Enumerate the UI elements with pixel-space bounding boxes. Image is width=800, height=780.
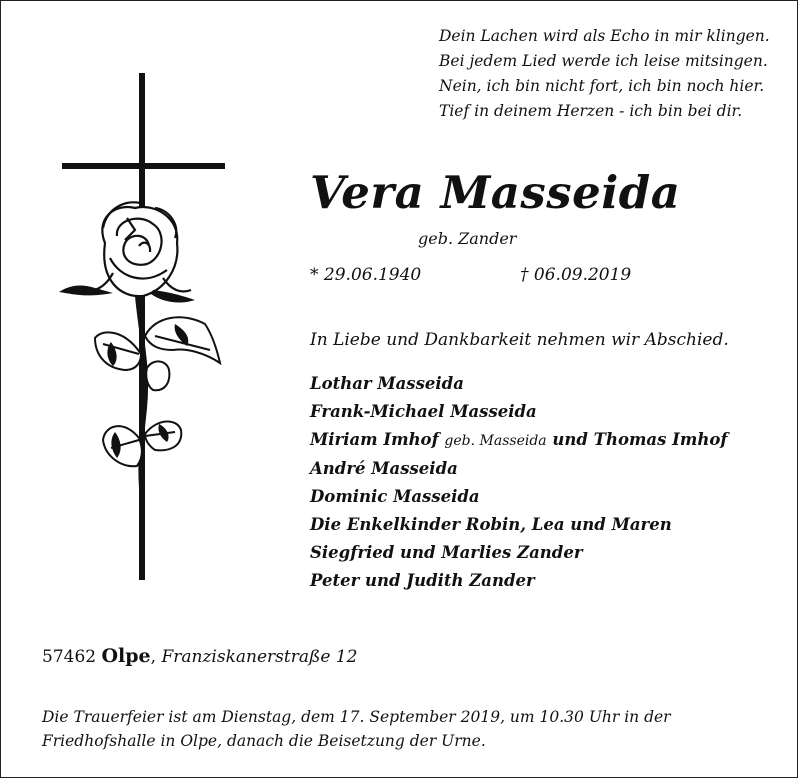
mourner bbox=[310, 426, 727, 455]
mourner: Peter und Judith Zander bbox=[310, 571, 535, 590]
death-date: † 06.09.2019 bbox=[520, 265, 632, 285]
birth-date: * 29.06.1940 bbox=[310, 265, 422, 285]
street: Franziskanerstraße 12 bbox=[161, 647, 358, 667]
farewell-text: In Liebe und Dankbarkeit nehmen wir Abschied. bbox=[310, 330, 729, 350]
poem-line: Tief in deinem Herzen - ich bin bei dir. bbox=[439, 102, 743, 120]
mourner: André Masseida bbox=[310, 459, 458, 478]
rose-icon bbox=[83, 202, 191, 296]
poem bbox=[439, 24, 789, 124]
mourners-list bbox=[310, 370, 727, 595]
poem-line: Dein Lachen wird als Echo in mir klingen. bbox=[439, 27, 770, 45]
zip-code: 57462 bbox=[42, 647, 97, 667]
mourner-name: Miriam Imhof bbox=[310, 430, 439, 449]
address bbox=[42, 645, 357, 667]
mourner: Dominic Masseida bbox=[310, 487, 480, 506]
ceremony-text: Die Trauerfeier ist am Dienstag, dem 17. September 2019, um 10.30 Uhr in der Friedhofshalle in Olpe, danach die Beisetzung der Urne. bbox=[42, 708, 671, 750]
mourner-birth-name: geb. Masseida bbox=[444, 433, 547, 449]
mourner: Lothar Masseida bbox=[310, 374, 464, 393]
cross-with-rose-icon bbox=[55, 68, 230, 588]
mourner: Siegfried und Marlies Zander bbox=[310, 543, 583, 562]
deceased-name: Vera Masseida bbox=[310, 166, 681, 219]
poem-line: Nein, ich bin nicht fort, ich bin noch hier. bbox=[439, 77, 765, 95]
mourner-partner: und Thomas Imhof bbox=[552, 430, 728, 449]
city: Olpe bbox=[101, 645, 151, 667]
birth-name: geb. Zander bbox=[418, 229, 517, 248]
mourner: Frank-Michael Masseida bbox=[310, 402, 537, 421]
address-separator: , bbox=[150, 647, 157, 667]
mourner: Die Enkelkinder Robin, Lea und Maren bbox=[310, 515, 672, 534]
poem-line: Bei jedem Lied werde ich leise mitsingen. bbox=[439, 52, 768, 70]
